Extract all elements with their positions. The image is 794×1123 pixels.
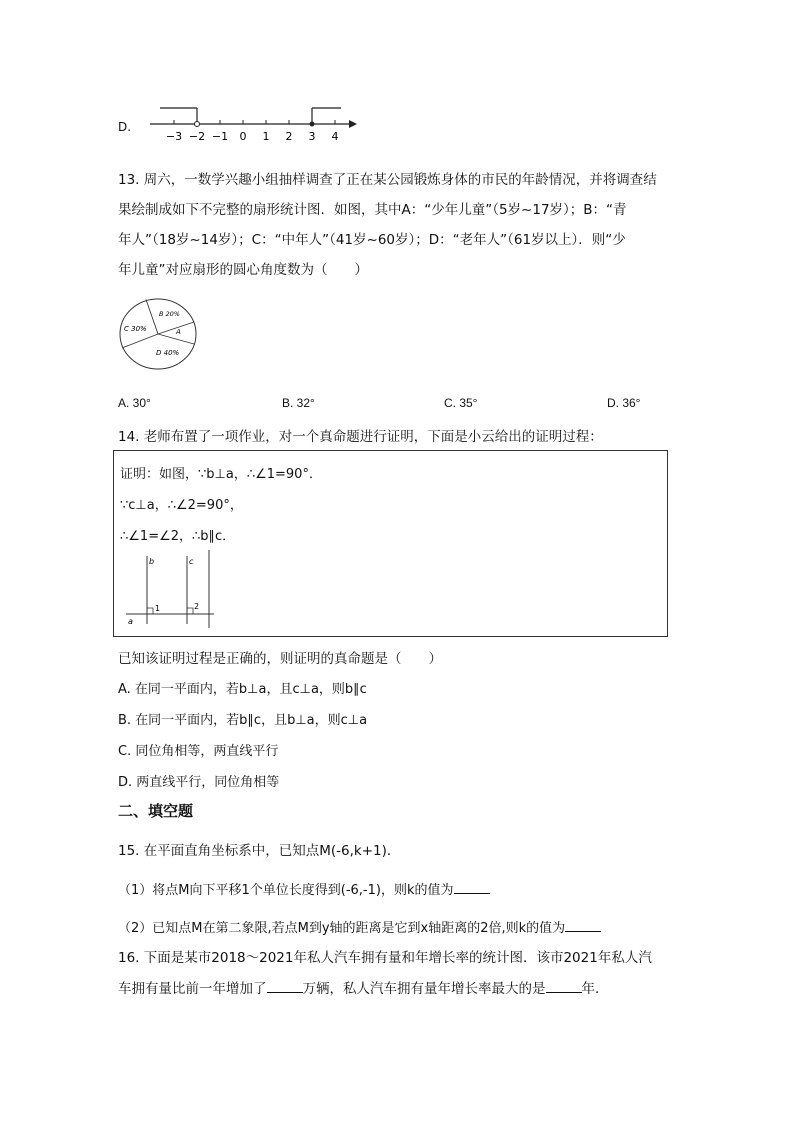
open-point-minus-2 (195, 122, 200, 127)
closed-point-3 (310, 122, 315, 127)
pie-label-c: C 30% (124, 325, 147, 333)
q13-line-1: 13. 周六，一数学兴趣小组抽样调查了正在某公园锻炼身体的市民的年龄情况，并将调查结 (118, 172, 657, 188)
q14-option-a[interactable]: A. 在同一平面内，若b⊥a，且c⊥a，则b∥c (118, 682, 367, 697)
q14-option-d[interactable]: D. 两直线平行，同位角相等 (118, 775, 280, 790)
q13-option-d[interactable]: D. 36° (607, 396, 641, 410)
pie-label-a: A (176, 328, 181, 336)
q14-proof-line-1: 证明：如图，∵b⊥a，∴∠1=90°． (120, 467, 322, 482)
q15-part-2 (118, 917, 601, 936)
q16-answer-1-blank[interactable] (267, 980, 303, 993)
q15-answer-2-blank[interactable] (565, 919, 601, 932)
q14-proof-line-2: ∵c⊥a，∴∠2=90°， (120, 498, 243, 513)
fig-label-c: c (189, 557, 194, 566)
q12-number-line (145, 100, 365, 145)
q15-stem: 15. 在平面直角坐标系中，已知点M(-6,k+1)． (118, 843, 401, 859)
q14-stem: 14. 老师布置了一项作业，对一个真命题进行证明，下面是小云给出的证明过程： (118, 429, 603, 445)
section-title: 二、填空题 (118, 802, 194, 820)
q13-line-2: 果绘制成如下不完整的扇形统计图．如图，其中A：“少年儿童”（5岁~17岁）；B：“青 (118, 202, 627, 218)
number-line-tick-label: −2 (188, 130, 206, 143)
q15-part-1-text: （1）将点M向下平移1个单位长度得到(-6,-1)，则k的值为 (118, 883, 454, 898)
fig-label-a: a (128, 617, 133, 626)
fig-label-1: 1 (155, 604, 161, 613)
q16-answer-2-blank[interactable] (546, 980, 582, 993)
q13-line-4: 年儿童”对应扇形的圆心角度数为（ ） (118, 262, 368, 278)
q13-pie-chart (116, 296, 200, 372)
q16-line-2 (118, 977, 609, 997)
number-line-tick-label: 0 (239, 130, 247, 143)
q12-option-d (118, 120, 131, 134)
q13-option-a[interactable]: A. 30° (118, 396, 151, 410)
q12-option-d-label: D. (118, 120, 132, 134)
q13-option-b[interactable]: B. 32° (282, 396, 315, 410)
number-line-tick-label: 2 (285, 130, 293, 143)
q16-line-1: 16. 下面是某市2018～2021年私人汽车拥有量和年增长率的统计图．该市2021年私人汽 (118, 950, 652, 966)
q14-option-c[interactable]: C. 同位角相等，两直线平行 (118, 744, 279, 759)
q15-part-1 (118, 879, 490, 898)
number-line-tick-label: 4 (331, 130, 339, 143)
pie-label-d: D 40% (156, 349, 180, 357)
number-line-tick-label: −3 (165, 130, 183, 143)
q14-option-b[interactable]: B. 在同一平面内，若b∥c，且b⊥a，则c⊥a (118, 713, 368, 728)
q16-line-2b: 万辆，私人汽车拥有量年增长率最大的是 (302, 981, 546, 997)
pie-label-b: B 20% (159, 310, 180, 318)
number-line-tick-label: 1 (262, 130, 270, 143)
q16-line-2c: 年． (581, 981, 609, 997)
q15-answer-1-blank[interactable] (454, 881, 490, 894)
number-line-labels (166, 130, 339, 143)
number-line-tick-label: −1 (211, 130, 229, 143)
q15-part-2-text: （2）已知点M在第二象限,若点M到y轴的距离是它到x轴距离的2倍,则k的值为 (118, 921, 566, 936)
fig-label-2: 2 (194, 602, 200, 611)
q14-figure (122, 548, 222, 632)
q13-option-c[interactable]: C. 35° (444, 396, 478, 410)
fig-label-b: b (149, 557, 155, 566)
q16-line-2a: 车拥有量比前一年增加了 (118, 981, 267, 997)
number-line-tick-label: 3 (308, 130, 316, 143)
q13-line-3: 年人”（18岁~14岁）；C：“中年人”（41岁~60岁）；D：“老年人”（61岁以上）．则“少 (118, 232, 626, 248)
q14-question: 已知该证明过程是正确的，则证明的真命题是（ ） (118, 651, 442, 667)
q14-proof-line-3: ∴∠1=∠2，∴b∥c． (120, 529, 236, 544)
